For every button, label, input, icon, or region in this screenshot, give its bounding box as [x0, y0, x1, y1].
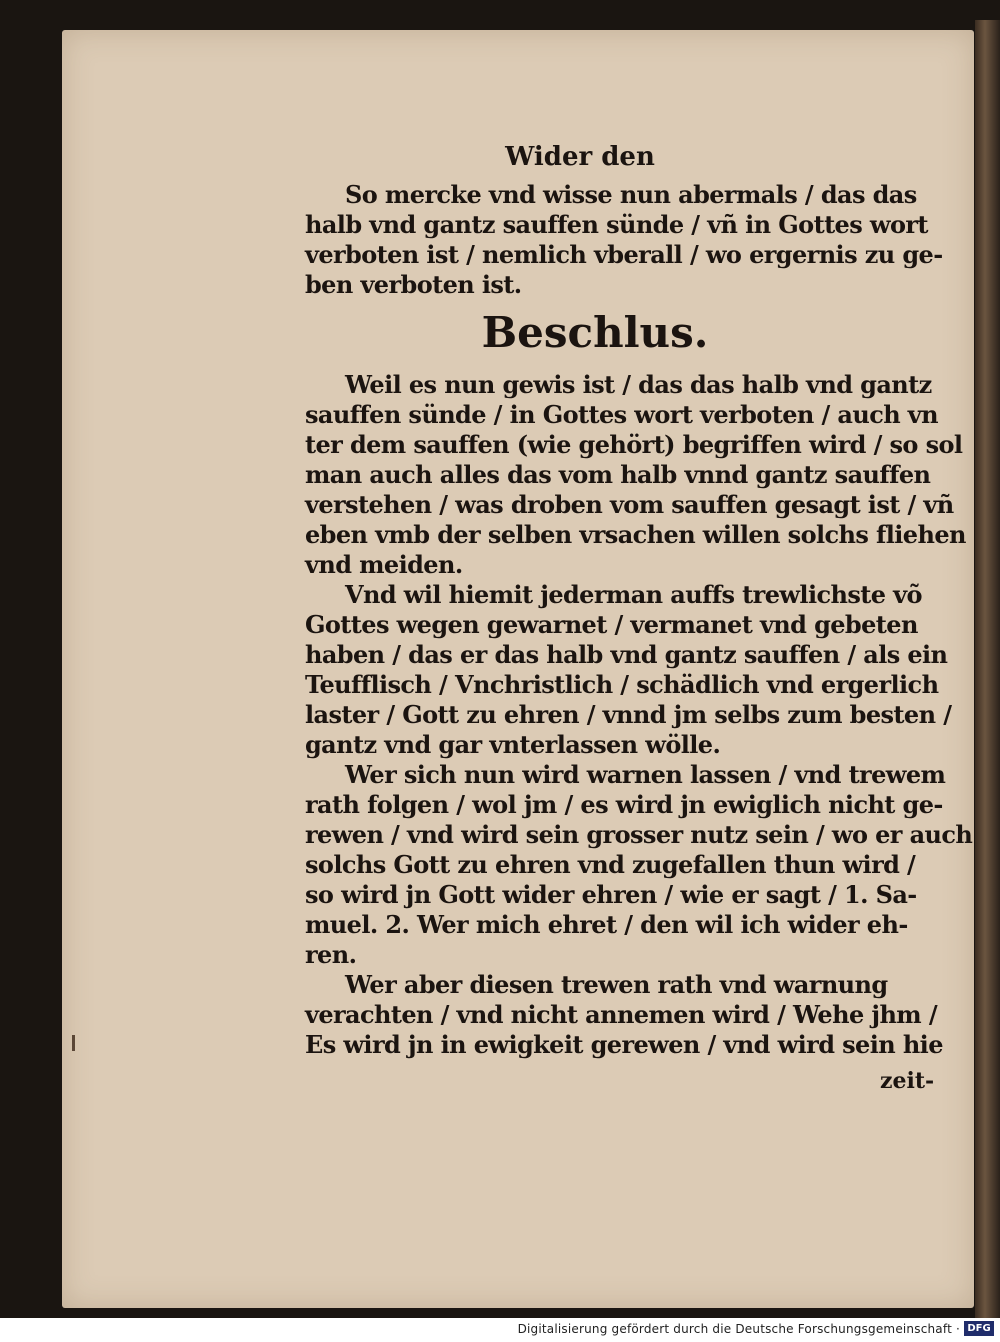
funding-credit: Digitalisierung gefördert durch die Deutsche Forschungsgemeinschaft · [517, 1322, 960, 1336]
text-line: Vnd wil hiemit jederman auffs trewlichste võ [345, 580, 922, 609]
text-line: ben verboten ist. [305, 270, 522, 299]
text-line: ren. [305, 940, 357, 969]
text-line: verachten / vnd nicht annemen wird / Wehe jhm / [305, 1000, 938, 1029]
catchword: zeit- [880, 1068, 935, 1094]
text-line: Gottes wegen gewarnet / vermanet vnd gebeten [305, 610, 918, 639]
text-line: verstehen / was droben vom sauffen gesagt ist / vñ [305, 490, 954, 519]
running-head: Wider den [505, 142, 655, 172]
body-paragraph-4 [305, 970, 945, 1060]
body-paragraph-3 [305, 760, 973, 970]
text-line: verboten ist / nemlich vberall / wo ergernis zu ge- [305, 240, 943, 269]
text-line: Teufflisch / Vnchristlich / schädlich vnd ergerlich [305, 670, 939, 699]
text-line: rewen / vnd wird sein grosser nutz sein / wo er auch [305, 820, 973, 849]
body-paragraph-2 [305, 580, 952, 760]
body-paragraph-1 [305, 370, 966, 580]
digitization-footer [0, 1318, 1000, 1342]
text-line: sauffen sünde / in Gottes wort verboten / auch vn [305, 400, 939, 429]
text-line: vnd meiden. [305, 550, 463, 579]
text-line: gantz vnd gar vnterlassen wölle. [305, 730, 721, 759]
text-block [305, 140, 973, 1060]
dfg-logo: DFG [964, 1321, 994, 1336]
text-line: Wer sich nun wird warnen lassen / vnd trewem [345, 760, 946, 789]
opening-paragraph [305, 180, 945, 300]
text-line: Weil es nun gewis ist / das das halb vnd gantz [345, 370, 932, 399]
text-line: rath folgen / wol jm / es wird jn ewiglich nicht ge- [305, 790, 943, 819]
text-line: ter dem sauffen (wie gehört) begriffen wird / so sol [305, 430, 963, 459]
text-line: laster / Gott zu ehren / vnnd jm selbs zum besten / [305, 700, 952, 729]
text-line: haben / das er das halb vnd gantz sauffen / als ein [305, 640, 948, 669]
section-heading: Beschlus. [481, 308, 709, 357]
text-line: Es wird jn in ewigkeit gerewen / vnd wird sein hie [305, 1030, 943, 1059]
text-line: Wer aber diesen trewen rath vnd warnung [345, 970, 888, 999]
text-line: eben vmb der selben vrsachen willen solchs fliehen [305, 520, 966, 549]
margin-mark [72, 1035, 75, 1051]
book-spine [975, 20, 1000, 1318]
text-line: muel. 2. Wer mich ehret / den wil ich wider eh- [305, 910, 908, 939]
text-line: so wird jn Gott wider ehren / wie er sagt / 1. Sa- [305, 880, 917, 909]
text-line: man auch alles das vom halb vnnd gantz sauffen [305, 460, 931, 489]
text-line: halb vnd gantz sauffen sünde / vñ in Gottes wort [305, 210, 928, 239]
text-line: solchs Gott zu ehren vnd zugefallen thun wird / [305, 850, 916, 879]
text-line: So mercke vnd wisse nun abermals / das das [345, 180, 917, 209]
